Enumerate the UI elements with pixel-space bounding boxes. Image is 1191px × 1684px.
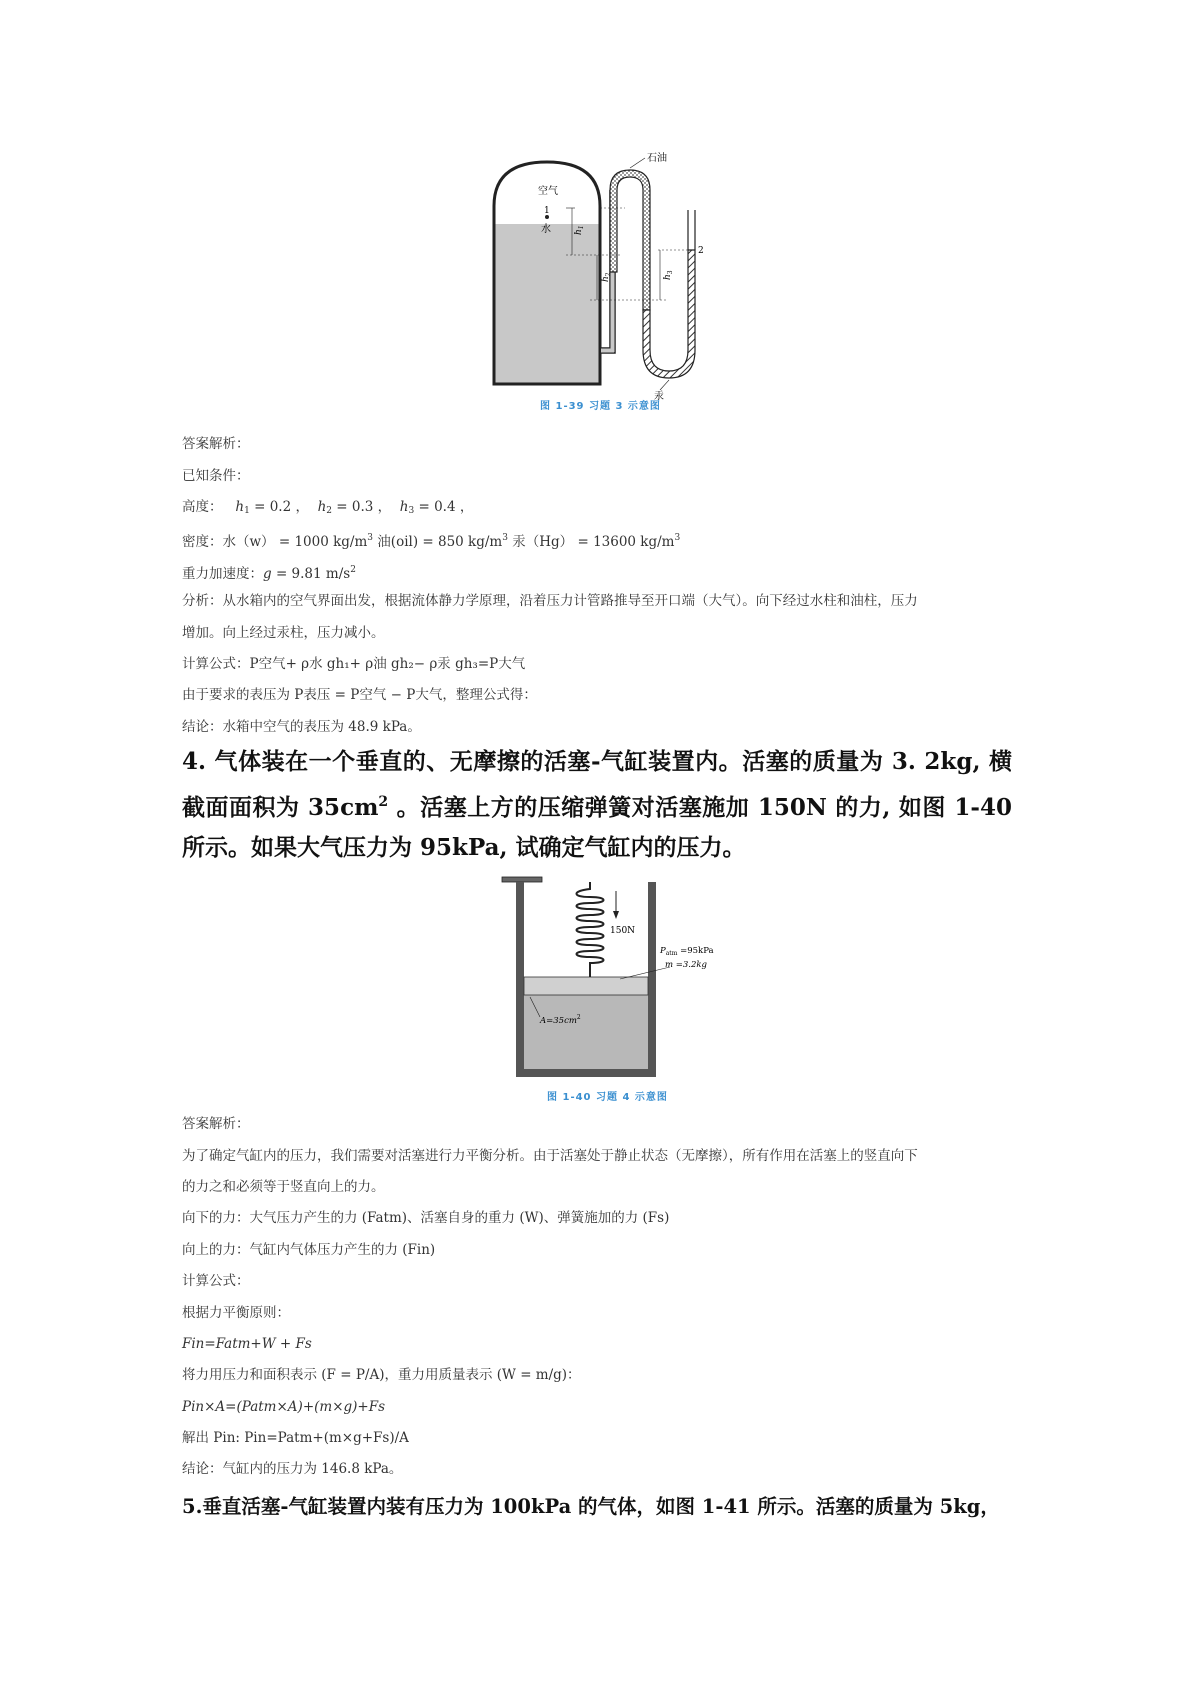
answer3-gravity: 重力加速度：g = 9.81 $m/s^2$ bbox=[182, 565, 356, 582]
answer3-gauge: 由于要求的表压为 P表压 = P空气 − P大气，整理公式得： bbox=[182, 687, 537, 703]
answer3-density: 密度：水（w） = 1000 $kg/m^3$ 油(oil) = 850 $kg/m^3$ 汞（Hg） = 13600 $kg/m^3$ bbox=[182, 533, 681, 550]
answer4-eq1: Fin=Fatm+W + Fs bbox=[182, 1336, 312, 1352]
answer4-up-forces: 向上的力：气缸内气体压力产生的力 (Fin) bbox=[182, 1242, 436, 1258]
label-water: 水 bbox=[541, 224, 551, 235]
answer4-p1: 为了确定气缸内的压力，我们需要对活塞进行力平衡分析。由于活塞处于静止状态（无摩擦），所有作用在活塞上的竖直向下 bbox=[182, 1148, 918, 1164]
label-patm: $P_{atm} =95kPa$ bbox=[660, 946, 714, 957]
answer4-eq2: 将力用压力和面积表示 (F = P/A)，重力用质量表示 (W = m/g)： bbox=[182, 1367, 581, 1383]
answer3-analysis-2: 增加。向上经过汞柱，压力减小。 bbox=[182, 625, 385, 641]
label-mercury: 汞 bbox=[654, 391, 664, 400]
label-mass: m =3.2kg bbox=[665, 960, 707, 970]
answer3-analysis-1: 分析：从水箱内的空气界面出发，根据流体静力学原理，沿着压力计管路推导至开口端（大气）。向下经过水柱和油柱，压力 bbox=[182, 593, 918, 609]
figure-1-40-caption: 图 1-40 习题 4 示意图 bbox=[547, 1092, 668, 1103]
figure-1-39-manometer bbox=[480, 150, 730, 400]
answer3-heading: 答案解析： bbox=[182, 436, 250, 452]
figure-1-40-piston-cylinder bbox=[500, 875, 730, 1085]
figure-1-39-caption: 图 1-39 习题 3 示意图 bbox=[540, 401, 661, 412]
label-h2: $h_2$ bbox=[601, 272, 612, 282]
question-5: 5.垂直活塞-气缸装置内装有压力为 100kPa 的气体，如图 1-41 所示。活塞的质量为 5kg， bbox=[182, 1495, 1000, 1518]
label-oil: 石油 bbox=[647, 153, 667, 164]
answer4-conclusion: 结论：气缸内的压力为 146.8 kPa。 bbox=[182, 1461, 403, 1477]
answer4-eq3: Pin×A=(Patm×A)+(m×g)+Fs bbox=[182, 1399, 386, 1415]
spring-icon bbox=[577, 882, 604, 977]
label-force: 150N bbox=[610, 926, 636, 936]
label-area: $A=35cm^2$ bbox=[540, 1014, 581, 1026]
question-4: 4. 气体装在一个垂直的、无摩擦的活塞-气缸装置内。活塞的质量为 3. 2kg, 横 截面面积为 $35cm^2$ 。活塞上方的压缩弹簧对活塞施加 150N 的力, 如图 1-40 所示。如果大气压力为 95kPa, 试确定气缸内的压力。 bbox=[182, 748, 1012, 861]
answer4-eq4: 解出 Pin: Pin=Patm+(m×g+Fs)/A bbox=[182, 1430, 409, 1446]
answer3-heights: 高度： $h_1 = 0.2$ ， $h_2 = 0.3$ ， $h_3 = 0.4$ ， bbox=[182, 499, 474, 516]
label-h1: $h_1$ bbox=[574, 225, 585, 235]
answer3-known: 已知条件： bbox=[182, 468, 250, 484]
label-air: 空气 bbox=[538, 186, 558, 197]
answer3-formula: 计算公式：P空气+ ρ水 gh₁+ ρ油 gh₂− ρ汞 gh₃=P大气 bbox=[182, 656, 526, 672]
answer3-conclusion: 结论：水箱中空气的表压为 48.9 kPa。 bbox=[182, 719, 421, 735]
answer4-down-forces: 向下的力：大气压力产生的力 (Fatm)、活塞自身的重力 (W)、弹簧施加的力 (Fs) bbox=[182, 1210, 670, 1226]
answer4-p2: 的力之和必须等于竖直向上的力。 bbox=[182, 1179, 385, 1195]
answer4-calc: 计算公式： bbox=[182, 1273, 250, 1289]
label-point-1: 1 bbox=[544, 206, 550, 216]
answer4-heading: 答案解析： bbox=[182, 1116, 250, 1132]
answer4-principle: 根据力平衡原则： bbox=[182, 1305, 290, 1321]
label-h3: $h_3$ bbox=[663, 270, 674, 280]
label-point-2: 2 bbox=[698, 246, 704, 256]
